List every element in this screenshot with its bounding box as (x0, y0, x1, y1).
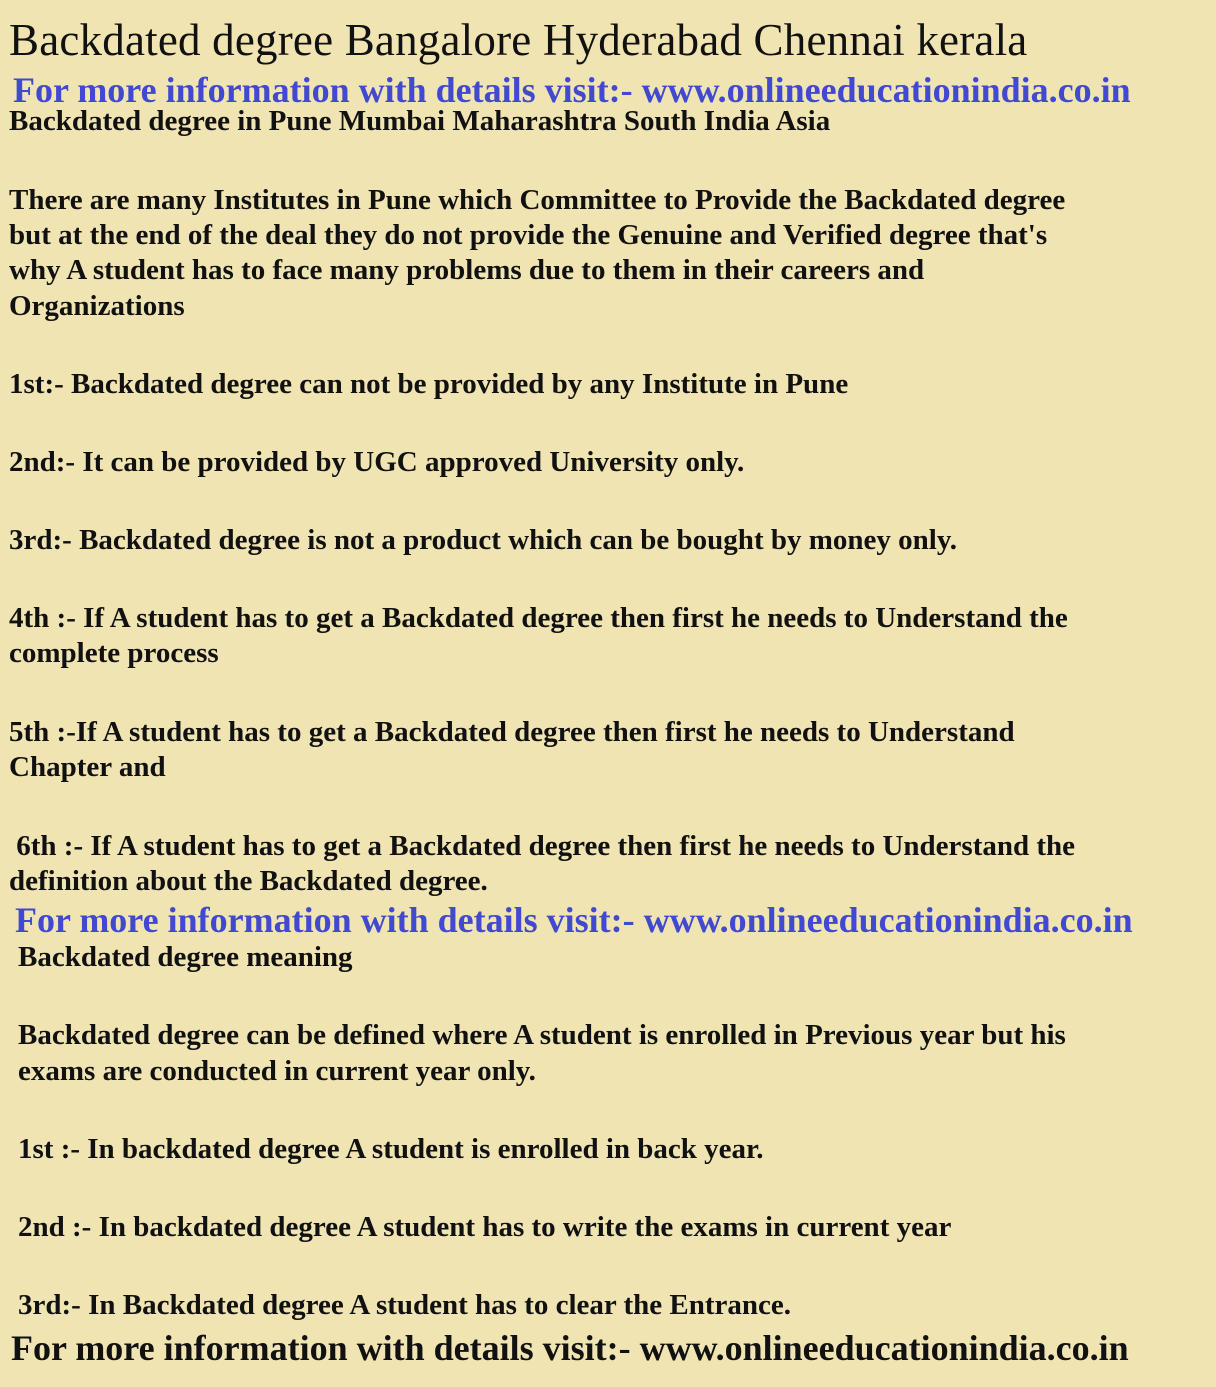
subtitle: Backdated degree in Pune Mumbai Maharashtra South India Asia (9, 105, 831, 137)
intro-line-4: Organizations (9, 290, 185, 322)
more-info-link-top[interactable]: For more information with details visit:- www.onlineeducationindia.co.in (13, 70, 1131, 110)
point-2: 2nd:- It can be provided by UGC approved University only. (9, 446, 745, 478)
point-5-line-1: 5th :-If A student has to get a Backdated degree then first he needs to Understand (9, 716, 1015, 748)
point-1: 1st:- Backdated degree can not be provided by any Institute in Pune (9, 368, 849, 400)
meaning-text-line-1: Backdated degree can be defined where A student is enrolled in Previous year but his (18, 1019, 1066, 1051)
point-4-line-2: complete process (9, 637, 219, 669)
more-info-link-middle[interactable]: For more information with details visit:- www.onlineeducationindia.co.in (15, 900, 1133, 940)
meaning-heading: Backdated degree meaning (18, 941, 353, 973)
point-3: 3rd:- Backdated degree is not a product which can be bought by money only. (9, 524, 957, 556)
meaning-point-3: 3rd:- In Backdated degree A student has to clear the Entrance. (18, 1289, 792, 1321)
more-info-link-bottom[interactable]: For more information with details visit:- www.onlineeducationindia.co.in (11, 1328, 1129, 1368)
meaning-text-line-2: exams are conducted in current year only. (18, 1055, 536, 1087)
meaning-point-2: 2nd :- In backdated degree A student has to write the exams in current year (18, 1211, 952, 1243)
point-5-line-2: Chapter and (9, 751, 166, 783)
point-6-line-2: definition about the Backdated degree. (9, 865, 488, 897)
page-title: Backdated degree Bangalore Hyderabad Chennai kerala (9, 15, 1028, 65)
intro-line-2: but at the end of the deal they do not provide the Genuine and Verified degree that's (9, 219, 1048, 251)
meaning-point-1: 1st :- In backdated degree A student is enrolled in back year. (18, 1133, 764, 1165)
point-6-line-1: 6th :- If A student has to get a Backdated degree then first he needs to Understand the (9, 830, 1076, 862)
point-4-line-1: 4th :- If A student has to get a Backdated degree then first he needs to Understand the (9, 602, 1068, 634)
intro-line-3: why A student has to face many problems due to them in their careers and (9, 254, 925, 286)
intro-line-1: There are many Institutes in Pune which Committee to Provide the Backdated degree (9, 184, 1066, 216)
